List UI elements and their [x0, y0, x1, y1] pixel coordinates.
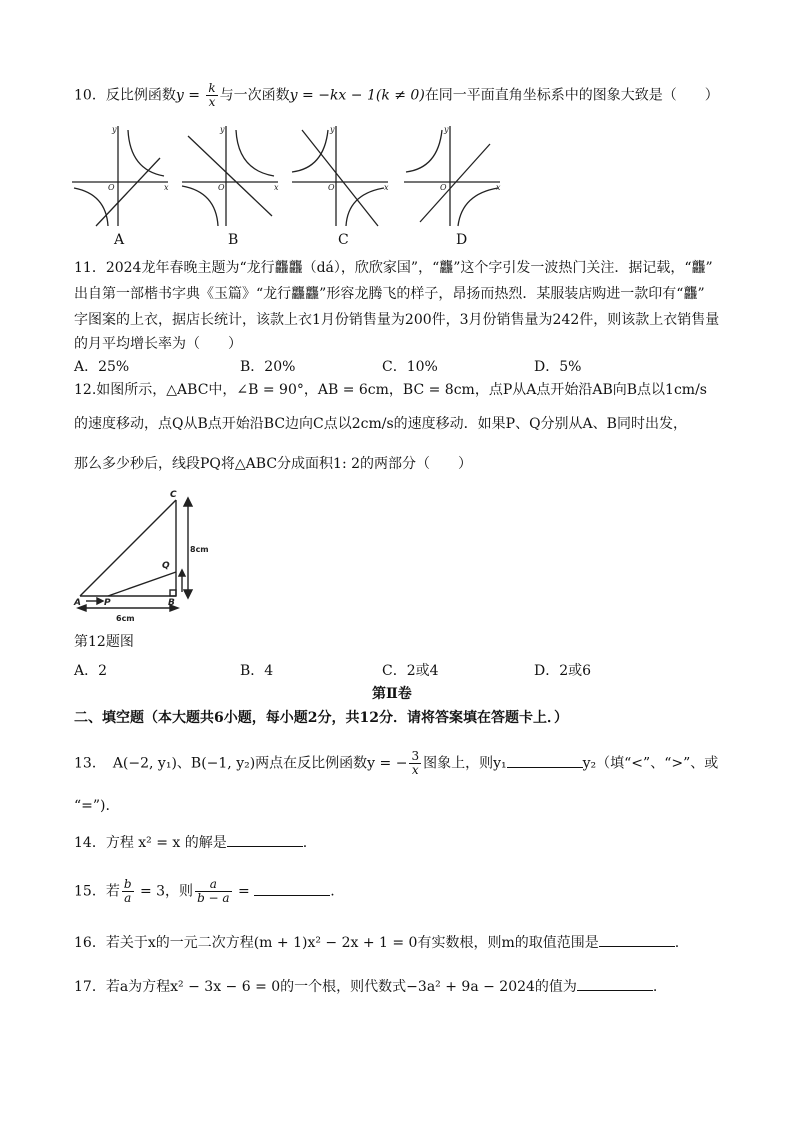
q14-blank[interactable]: [227, 832, 303, 847]
graph-b: [182, 126, 278, 226]
section-heading: 二、填空题（本大题共6小题，每小题2分，共12分．请将答案填在答题卡上．）: [74, 710, 568, 726]
svg-text:C: C: [170, 490, 177, 500]
q12-option-b: B．4: [240, 663, 274, 679]
q14-stem: 14．方程 x² = x 的解是 .: [74, 832, 307, 853]
graph-c: [292, 126, 388, 226]
q11-line2: 出自第一部楷书字典《玉篇》“龙行龘龘”形容龙腾飞的样子，昂扬而热烈．某服装店购进一款印有“龘”: [74, 286, 705, 302]
q13-blank[interactable]: [507, 753, 583, 768]
q11-line3: 字图案的上衣，据店长统计，该款上衣1月份销售量为200件，3月份销售量为242件，则该款上衣销售量: [74, 312, 720, 328]
q13-line2: “=”).: [74, 798, 110, 814]
graph-d: [404, 126, 500, 226]
q17-blank[interactable]: [577, 976, 653, 991]
svg-text:O: O: [108, 183, 115, 192]
q15-stem: 15．若 $\frac{b}{a}$ = 3，则 $\frac{a}{b - a}$ = .: [74, 877, 335, 905]
q12-line2: 的速度移动，点Q从B点开始沿BC边向C点以2cm/s的速度移动．如果P、Q分别从A、B同时出发，: [74, 416, 687, 432]
svg-text:y: y: [112, 125, 117, 134]
q11-option-d: D．5%: [534, 359, 582, 375]
q11-line1: 11．2024龙年春晚主题为“龙行龘龘（dá），欣欣家国”，“龘”这个字引发一波热门关注．据记载，“龘”: [74, 260, 713, 276]
q12-caption: 第12题图: [74, 634, 134, 650]
q10-fraction: $\frac{k}{x}$: [208, 81, 216, 109]
svg-text:x: x: [164, 183, 169, 192]
svg-text:B: B: [168, 598, 175, 608]
q12-option-c: C．2或4: [382, 663, 439, 679]
q12-line1: 12.如图所示，△ABC中，∠B = 90°，AB = 6cm，BC = 8cm，点P从A点开始沿AB向B点以1cm/s: [74, 382, 707, 398]
svg-text:A: A: [74, 598, 81, 608]
q13-stem: 13． A(−2, y₁)、B(−1, y₂)两点在反比例函数y = − $\frac{3}{x}$ 图象上，则y₁ y₂（填“<”、“>”、或: [74, 749, 719, 777]
svg-text:O: O: [440, 183, 447, 192]
svg-text:P: P: [104, 598, 111, 608]
svg-text:O: O: [218, 183, 225, 192]
svg-text:O: O: [328, 183, 335, 192]
q11-line4: 的月平均增长率为（ ）: [74, 336, 242, 352]
q11-option-b: B．20%: [240, 359, 296, 375]
section-title: 第Ⅱ卷: [372, 686, 412, 702]
q10-stem: 10．反比例函数y = $\frac{k}{x}$ 与一次函数y = −kx − 1(k ≠ 0)在同一平面直角坐标系中的图象大致是（ ）: [74, 81, 719, 109]
svg-text:y: y: [330, 125, 335, 134]
svg-text:y: y: [444, 125, 449, 134]
graph-label-a: A: [114, 232, 125, 248]
svg-text:x: x: [384, 183, 389, 192]
q11-option-c: C．10%: [382, 359, 438, 375]
graph-label-b: B: [228, 232, 239, 248]
svg-text:Q: Q: [162, 561, 170, 571]
q16-stem: 16．若关于x的一元二次方程(m + 1)x² − 2x + 1 = 0有实数根，则m的取值范围是 .: [74, 932, 679, 953]
q12-figure: [70, 488, 216, 628]
svg-text:x: x: [274, 183, 279, 192]
q11-option-a: A．25%: [74, 359, 130, 375]
svg-text:6cm: 6cm: [116, 614, 135, 623]
svg-text:8cm: 8cm: [190, 545, 209, 554]
graph-label-d: D: [456, 232, 468, 248]
q15-blank[interactable]: [254, 881, 330, 896]
graph-label-c: C: [338, 232, 349, 248]
q10-graphs: [68, 122, 501, 230]
q17-stem: 17．若a为方程x² − 3x − 6 = 0的一个根，则代数式−3a² + 9a − 2024的值为 .: [74, 976, 657, 997]
q12-option-a: A．2: [74, 663, 108, 679]
svg-text:x: x: [496, 183, 501, 192]
svg-text:y: y: [220, 125, 225, 134]
q16-blank[interactable]: [599, 932, 675, 947]
q12-option-d: D．2或6: [534, 663, 592, 679]
q12-line3: 那么多少秒后，线段PQ将△ABC分成面积1: 2的两部分（ ）: [74, 456, 473, 472]
graph-a: [72, 126, 168, 226]
